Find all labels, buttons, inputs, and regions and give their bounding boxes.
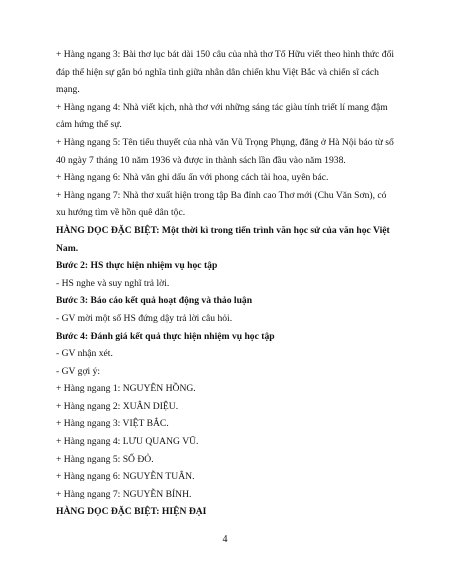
answer-hang-ngang-7: + Hàng ngang 7: NGUYỄN BÍNH. [56,488,192,500]
step-4-heading: Bước 4: Đánh giá kết quả thực hiện nhiệm vụ học tập [56,330,275,342]
step-2-heading: Bước 2: HS thực hiện nhiệm vụ học tập [56,260,218,272]
step-2-text: - HS nghe và suy nghĩ trả lời. [56,277,170,289]
paragraph-hang-ngang-7-clue: + Hàng ngang 7: Nhà thơ xuất hiện trong tập Ba đỉnh cao Thơ mới (Chu Văn Sơn), có xu hướng tìm về hồn quê dân tộc. [56,189,387,219]
hang-doc-dac-biet-clue: HÀNG DỌC ĐẶC BIỆT: Một thời kì trong tiến trình văn học sử của văn học Việt Nam. [56,224,390,254]
answer-hang-ngang-4: + Hàng ngang 4: LƯU QUANG VŨ. [56,436,199,448]
document-body [56,46,396,521]
paragraph-hang-ngang-5-clue: + Hàng ngang 5: Tên tiểu thuyết của nhà văn Vũ Trọng Phụng, đăng ở Hà Nội báo từ số 40 ngày 7 tháng 10 năm 1936 và được in thành sách lần đầu vào năm 1938. [56,136,394,166]
step-3-text: - GV mời một số HS đứng dậy trả lời câu hỏi. [56,312,233,324]
answer-hang-ngang-3: + Hàng ngang 3: VIỆT BẮC. [56,418,169,430]
paragraph-hang-ngang-3-clue: + Hàng ngang 3: Bài thơ lục bát dài 150 câu của nhà thơ Tố Hữu viết theo hình thức đối đáp thể hiện sự gắn bó nghĩa tình giữa nhân dân chiến khu Việt Bắc và chiến sĩ cách mạng. [56,49,395,96]
paragraph-hang-ngang-4-clue: + Hàng ngang 4: Nhà viết kịch, nhà thơ với những sáng tác giàu tính triết lí mang đậm cảm hứng thế sự. [56,101,388,131]
answer-hang-doc-dac-biet: HÀNG DỌC ĐẶC BIỆT: HIỆN ĐẠI [56,506,207,518]
answer-hang-ngang-5: + Hàng ngang 5: SỐ ĐỎ. [56,453,154,465]
step-3-heading: Bước 3: Báo cáo kết quả hoạt động và thảo luận [56,295,253,307]
step-4-text-hint: - GV gợi ý: [56,365,101,377]
answer-hang-ngang-1: + Hàng ngang 1: NGUYÊN HỒNG. [56,383,196,395]
step-4-text-remark: - GV nhận xét. [56,348,113,360]
answer-hang-ngang-2: + Hàng ngang 2: XUÂN DIỆU. [56,400,179,412]
page-number: 4 [222,534,228,545]
paragraph-hang-ngang-6-clue: + Hàng ngang 6: Nhà văn ghi dấu ấn với phong cách tài hoa, uyên bác. [56,172,329,184]
answer-hang-ngang-6: + Hàng ngang 6: NGUYỄN TUÂN. [56,471,195,483]
